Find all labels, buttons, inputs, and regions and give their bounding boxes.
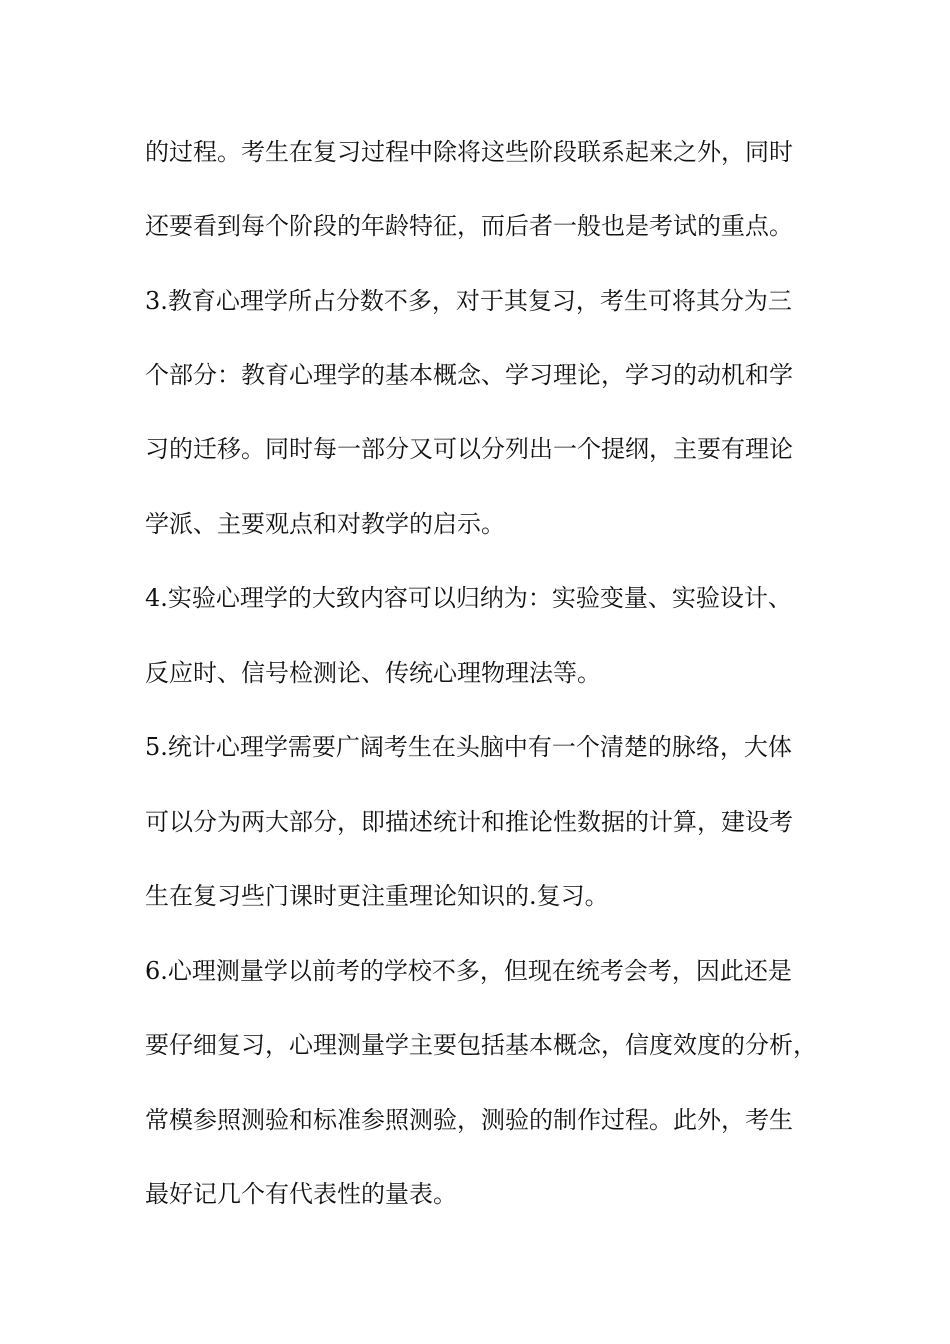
text-line: 可以分为两大部分，即描述统计和推论性数据的计算，建设考 — [145, 808, 793, 836]
text-line: 常模参照测验和标准参照测验，测验的制作过程。此外，考生 — [145, 1106, 793, 1134]
text-line: 学派、主要观点和对教学的启示。 — [145, 510, 505, 538]
text-line: 要仔细复习，心理测量学主要包括基本概念，信度效度的分析， — [145, 1031, 817, 1059]
text-line: 个部分：教育心理学的基本概念、学习理论，学习的动机和学 — [145, 361, 793, 389]
text-line: 最好记几个有代表性的量表。 — [145, 1180, 457, 1208]
text-line: 的过程。考生在复习过程中除将这些阶段联系起来之外，同时 — [145, 138, 793, 166]
text-line: 6.心理测量学以前考的学校不多，但现在统考会考，因此还是 — [145, 957, 792, 985]
text-line: 还要看到每个阶段的年龄特征，而后者一般也是考试的重点。 — [145, 212, 793, 240]
text-line: 3.教育心理学所占分数不多，对于其复习，考生可将其分为三 — [145, 287, 792, 315]
text-line: 生在复习些门课时更注重理论知识的.复习。 — [145, 882, 609, 910]
text-line: 4.实验心理学的大致内容可以归纳为：实验变量、实验设计、 — [145, 584, 792, 612]
text-line: 5.统计心理学需要广阔考生在头脑中有一个清楚的脉络，大体 — [145, 733, 792, 761]
text-line: 反应时、信号检测论、传统心理物理法等。 — [145, 659, 601, 687]
text-line: 习的迁移。同时每一部分又可以分列出一个提纲，主要有理论 — [145, 435, 793, 463]
